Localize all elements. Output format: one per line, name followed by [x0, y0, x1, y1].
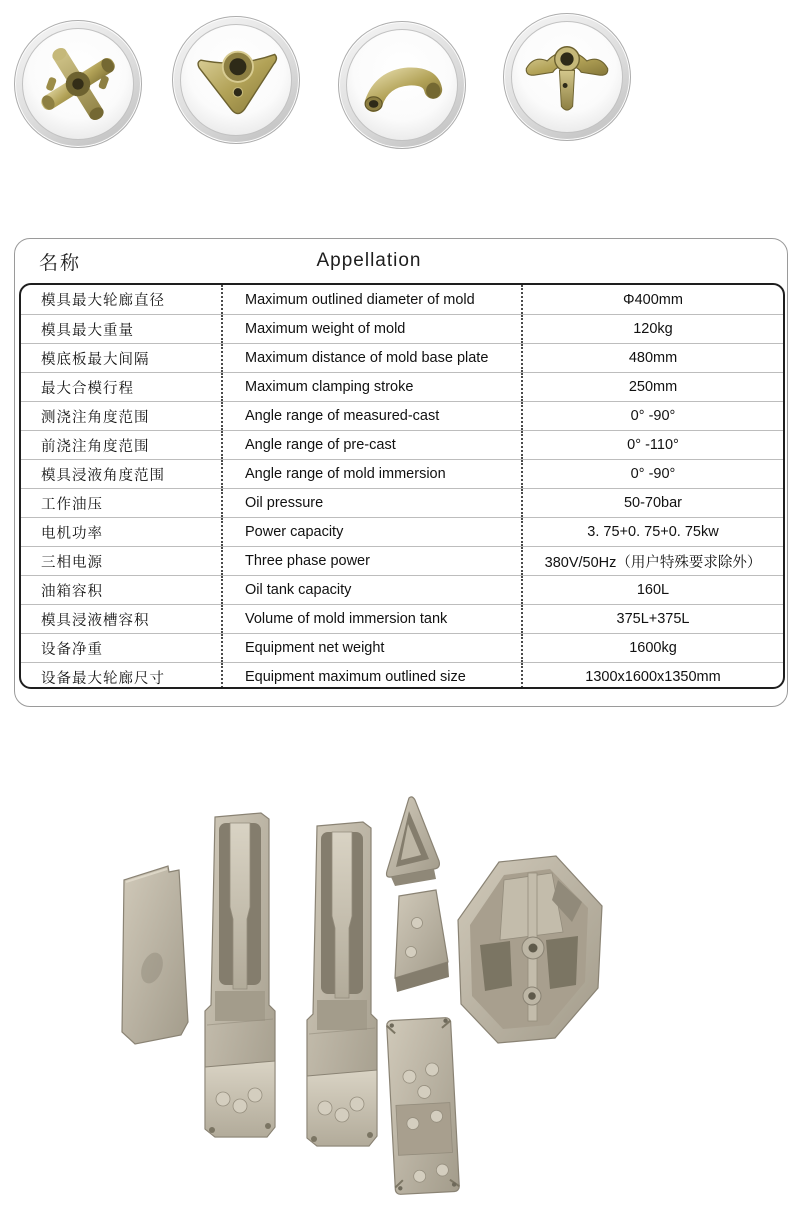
- badge-brass-cross-valve: [14, 20, 142, 148]
- spec-value: 160L: [521, 576, 783, 604]
- spec-zh: 模具浸液角度范围: [41, 467, 165, 484]
- spec-value: 380V/50Hz（用户特殊要求除外）: [521, 547, 783, 575]
- spec-value: 1300x1600x1350mm: [521, 663, 783, 689]
- header-name-zh: 名称: [39, 252, 82, 274]
- spec-table: [14, 238, 788, 707]
- spec-row: [21, 314, 783, 343]
- badge-inner-circle: [346, 29, 458, 141]
- brass-tee-handle-casting-icon: [184, 28, 288, 132]
- spec-value: 480mm: [521, 344, 783, 372]
- spec-value: 3. 75+0. 75+0. 75kw: [521, 518, 783, 546]
- spec-zh: 工作油压: [41, 496, 103, 513]
- spec-en: Maximum weight of mold: [221, 315, 521, 343]
- spec-en: Volume of mold immersion tank: [221, 605, 521, 633]
- spec-row: [21, 517, 783, 546]
- spec-row: [21, 372, 783, 401]
- octagonal-cover-casting: [458, 856, 602, 1043]
- trapezoid-block-casting: [395, 890, 449, 992]
- spec-zh: 三相电源: [41, 554, 103, 571]
- spec-zh: 模底板最大间隔: [41, 351, 150, 368]
- spec-en: Angle range of mold immersion: [221, 460, 521, 488]
- spec-table-body: [19, 283, 785, 689]
- header-appellation: Appellation: [316, 250, 422, 271]
- spec-en: Maximum clamping stroke: [221, 373, 521, 401]
- spec-en: Angle range of pre-cast: [221, 431, 521, 459]
- spec-zh: 设备净重: [41, 641, 103, 658]
- spec-row: [21, 401, 783, 430]
- spec-zh: 模具最大重量: [41, 322, 134, 339]
- spec-en: Oil pressure: [221, 489, 521, 517]
- spec-row: [21, 285, 783, 314]
- spec-value: 50-70bar: [521, 489, 783, 517]
- badge-brass-elbow: [338, 21, 466, 149]
- flat-bar-casting: [122, 866, 188, 1044]
- badge-brass-tee-handle: [172, 16, 300, 144]
- spec-en: Three phase power: [221, 547, 521, 575]
- slotted-bracket-casting-right: [307, 822, 377, 1146]
- spec-zh: 模具浸液槽容积: [41, 612, 150, 629]
- badge-inner-circle: [511, 21, 623, 133]
- spec-value: 250mm: [521, 373, 783, 401]
- spec-zh: 电机功率: [41, 525, 103, 542]
- spec-zh: 设备最大轮廊尺寸: [41, 670, 165, 687]
- aluminum-casting-parts-photo: [100, 780, 700, 1210]
- badge-inner-circle: [180, 24, 292, 136]
- brass-cross-valve-casting-icon: [26, 32, 130, 136]
- spec-row: [21, 662, 783, 689]
- spec-en: Power capacity: [221, 518, 521, 546]
- spec-row: [21, 633, 783, 662]
- spec-row: [21, 604, 783, 633]
- spec-value: 0° -110°: [521, 431, 783, 459]
- spec-en: Maximum distance of mold base plate: [221, 344, 521, 372]
- badge-brass-anchor-fitting: [503, 13, 631, 141]
- spec-zh: 测浇注角度范围: [41, 409, 150, 426]
- badge-inner-circle: [22, 28, 134, 140]
- spec-value: Φ400mm: [521, 285, 783, 314]
- spec-en: Oil tank capacity: [221, 576, 521, 604]
- spec-table-header: [15, 239, 787, 283]
- spec-en: Equipment net weight: [221, 634, 521, 662]
- spec-zh: 油箱容积: [41, 583, 103, 600]
- spec-row: [21, 430, 783, 459]
- spec-row: [21, 459, 783, 488]
- spec-value: 1600kg: [521, 634, 783, 662]
- spec-row: [21, 575, 783, 604]
- spec-value: 375L+375L: [521, 605, 783, 633]
- spec-row: [21, 343, 783, 372]
- spec-en: Maximum outlined diameter of mold: [221, 285, 521, 314]
- spec-value: 0° -90°: [521, 402, 783, 430]
- spec-zh: 最大合模行程: [41, 380, 134, 397]
- brass-elbow-casting-icon: [350, 33, 454, 137]
- slotted-bracket-casting-left: [205, 813, 275, 1137]
- triangle-block-casting: [387, 797, 440, 886]
- spec-value: 120kg: [521, 315, 783, 343]
- spec-zh: 前浇注角度范围: [41, 438, 150, 455]
- spec-zh: 模具最大轮廊直径: [41, 293, 165, 309]
- spec-row: [21, 488, 783, 517]
- aluminum-castings-illustration: [100, 780, 700, 1210]
- ribbed-plate-casting: [386, 1017, 459, 1194]
- spec-en: Angle range of measured-cast: [221, 402, 521, 430]
- spec-row: [21, 546, 783, 575]
- spec-value: 0° -90°: [521, 460, 783, 488]
- brass-anchor-fitting-casting-icon: [515, 25, 619, 129]
- spec-en: Equipment maximum outlined size: [221, 663, 521, 689]
